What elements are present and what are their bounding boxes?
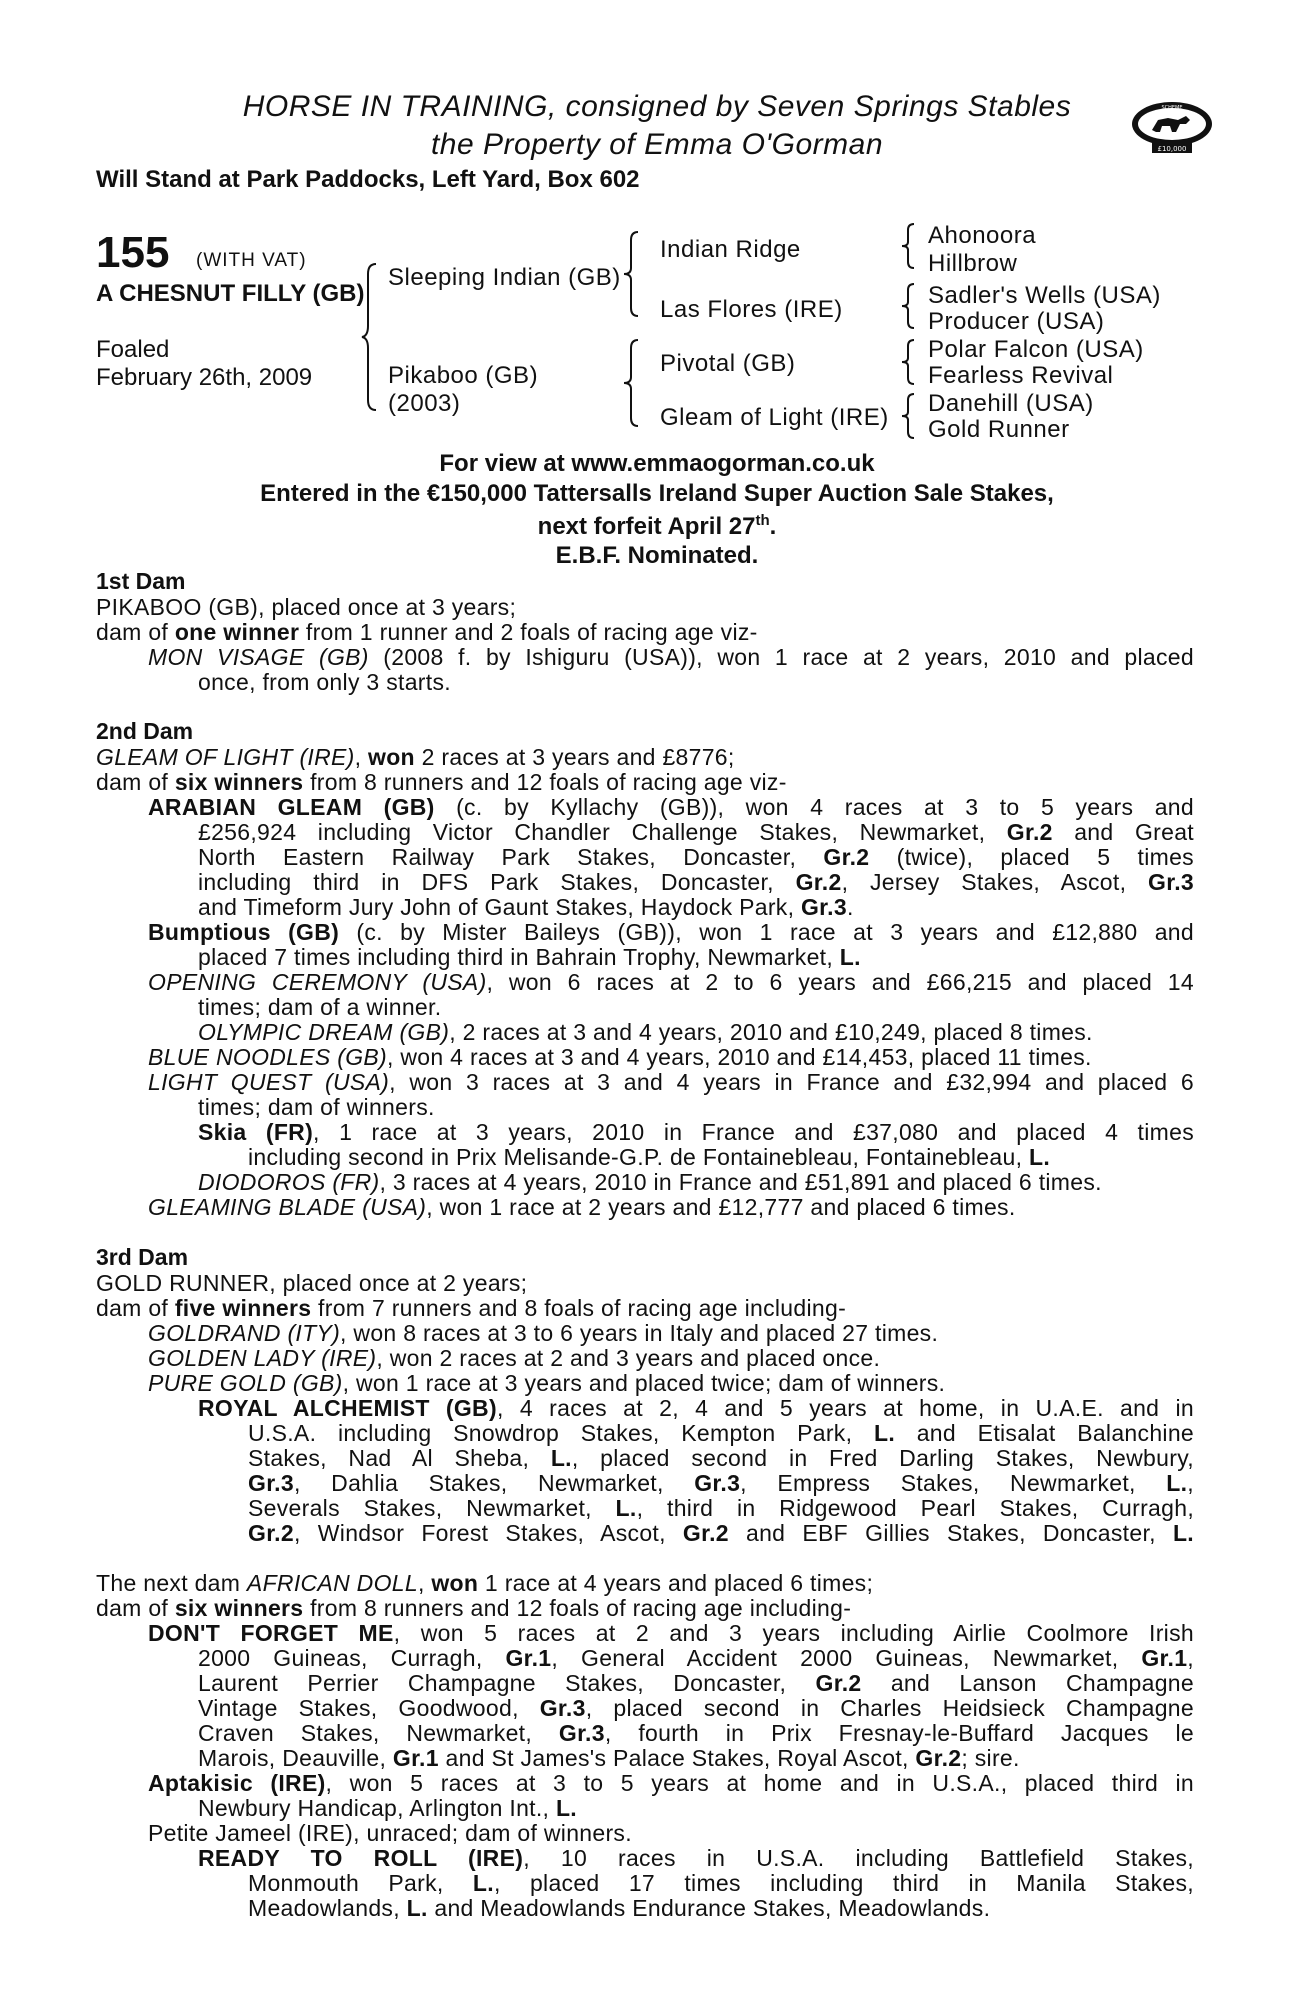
text: and Meadowlands Endurance Stakes, Meadowlands. bbox=[427, 1895, 991, 1921]
text: , won 5 races at 2 and 3 years including Airlie Coolmore Irish bbox=[393, 1620, 1194, 1646]
text: Marois, Deauville, bbox=[198, 1745, 393, 1771]
text: Gr.3 bbox=[558, 1720, 605, 1746]
text: , bbox=[417, 1570, 432, 1596]
body-line bbox=[198, 1645, 1194, 1672]
text: , placed second in Charles Heidsieck Champagne bbox=[585, 1695, 1194, 1721]
pedigree-g5: Polar Falcon (USA) bbox=[928, 336, 1144, 363]
text: £256,924 including Victor Chandler Challenge Stakes, Newmarket, bbox=[198, 819, 1007, 845]
text: Monmouth Park, bbox=[248, 1870, 473, 1896]
text: and EBF Gillies Stakes, Doncaster, bbox=[728, 1520, 1173, 1546]
text: Gr.3 bbox=[800, 894, 847, 920]
body-line bbox=[198, 1169, 1102, 1196]
text: ARABIAN GLEAM (GB) bbox=[148, 794, 435, 820]
text: placed 7 times including third in Bahrain Trophy, Newmarket, bbox=[198, 944, 840, 970]
pedigree-brace-g4 bbox=[900, 392, 916, 440]
text: Bumptious (GB) bbox=[148, 919, 340, 945]
text: times; dam of winners. bbox=[198, 1094, 435, 1120]
pedigree-brace-g2 bbox=[900, 282, 916, 330]
text: ; sire. bbox=[961, 1745, 1020, 1771]
text: 2000 Guineas, Curragh, bbox=[198, 1645, 506, 1671]
text: Gr.3 bbox=[539, 1695, 586, 1721]
text: Gr.3 bbox=[1148, 869, 1194, 895]
text: READY TO ROLL (IRE) bbox=[198, 1845, 524, 1871]
body-line bbox=[248, 1495, 1194, 1522]
body-line bbox=[96, 1295, 846, 1322]
text: dam of bbox=[96, 619, 175, 645]
text: , 10 races in U.S.A. including Battlefield Stakes, bbox=[523, 1845, 1194, 1871]
pedigree-g2: Hillbrow bbox=[928, 250, 1018, 277]
text: U.S.A. including Snowdrop Stakes, Kempton Park, bbox=[248, 1420, 874, 1446]
badge-amount: £10,000 bbox=[1157, 145, 1187, 153]
text: , won 1 race at 3 years and placed twice; dam of winners. bbox=[342, 1370, 946, 1396]
body-line bbox=[248, 1144, 1050, 1171]
text: , won 2 races at 2 and 3 years and placed once. bbox=[376, 1345, 881, 1371]
text: (c. by Mister Baileys (GB)), won 1 race at 3 years and £12,880 and bbox=[339, 919, 1194, 945]
body-line bbox=[148, 1620, 1194, 1647]
ebf-nominated: E.B.F. Nominated. bbox=[555, 542, 759, 569]
stand-location: Will Stand at Park Paddocks, Left Yard, Box 602 bbox=[96, 166, 640, 193]
pedigree-g1: Ahonoora bbox=[928, 222, 1037, 249]
text: Gr.1 bbox=[1141, 1645, 1188, 1671]
text: L. bbox=[615, 1495, 637, 1521]
text: (2008 f. by Ishiguru (USA)), won 1 race at 2 years, 2010 and placed bbox=[368, 644, 1194, 670]
text: Gr.1 bbox=[392, 1745, 439, 1771]
text: and Etisalat Balanchine bbox=[895, 1420, 1194, 1446]
text: North Eastern Railway Park Stakes, Doncaster, bbox=[198, 844, 824, 870]
text: , General Accident 2000 Guineas, Newmarket, bbox=[551, 1645, 1142, 1671]
text: OLYMPIC DREAM (GB) bbox=[198, 1019, 450, 1045]
pedigree-g6: Fearless Revival bbox=[928, 362, 1114, 389]
text: and Lanson Champagne bbox=[861, 1670, 1194, 1696]
text: , Empress Stakes, Newmarket, bbox=[740, 1470, 1167, 1496]
text: Gr.2 bbox=[915, 1745, 962, 1771]
text: OPENING CEREMONY (USA) bbox=[148, 969, 487, 995]
pedigree-dam-dam: Gleam of Light (IRE) bbox=[660, 404, 889, 431]
third-dam-heading: 3rd Dam bbox=[96, 1244, 189, 1270]
sale-stakes-entry: Entered in the €150,000 Tattersalls Ireland Super Auction Sale Stakes, bbox=[260, 480, 1054, 507]
body-line bbox=[198, 844, 1194, 871]
text: Gr.2 bbox=[815, 1670, 862, 1696]
yearling-bonus-badge-icon bbox=[1130, 98, 1214, 154]
text: LIGHT QUEST (USA) bbox=[148, 1069, 390, 1095]
text: and Great bbox=[1052, 819, 1194, 845]
body-line bbox=[96, 594, 516, 621]
pedigree-dam-year: (2003) bbox=[388, 390, 461, 417]
text: L. bbox=[406, 1895, 428, 1921]
body-line bbox=[248, 1470, 1194, 1497]
text: , bbox=[1187, 1645, 1194, 1671]
pedigree-brace-g1 bbox=[900, 222, 916, 270]
text: BLUE NOODLES (GB) bbox=[148, 1044, 387, 1070]
text: , won 1 race at 2 years and £12,777 and placed 6 times. bbox=[426, 1194, 1016, 1220]
pedigree-dam: Pikaboo (GB) bbox=[388, 362, 539, 389]
body-line bbox=[248, 1420, 1194, 1447]
text: GLEAMING BLADE (USA) bbox=[148, 1194, 427, 1220]
pedigree-brace-g3 bbox=[900, 338, 916, 386]
text: dam of bbox=[96, 1295, 175, 1321]
text: (twice), placed 5 times bbox=[869, 844, 1194, 870]
text: won bbox=[368, 744, 415, 770]
second-dam-heading: 2nd Dam bbox=[96, 718, 194, 744]
pedigree-g8: Gold Runner bbox=[928, 416, 1070, 443]
body-line bbox=[198, 1845, 1194, 1872]
text: , bbox=[354, 744, 368, 770]
text: Meadowlands, bbox=[248, 1895, 407, 1921]
pedigree-g4: Producer (USA) bbox=[928, 308, 1105, 335]
text: 2 races at 3 years and £8776; bbox=[414, 744, 735, 770]
body-line bbox=[96, 744, 735, 771]
text: , 1 race at 3 years, 2010 in France and £37,080 and placed 4 times bbox=[313, 1119, 1194, 1145]
text: Gr.2 bbox=[682, 1520, 729, 1546]
text: The next dam bbox=[96, 1570, 247, 1596]
text: Severals Stakes, Newmarket, bbox=[248, 1495, 616, 1521]
body-line bbox=[198, 894, 854, 921]
text: L. bbox=[873, 1420, 896, 1446]
text: once, from only 3 starts. bbox=[198, 669, 451, 695]
text: GOLD RUNNER, placed once at 2 years; bbox=[96, 1270, 528, 1296]
lot-description: A CHESNUT FILLY (GB) bbox=[96, 280, 365, 307]
body-line bbox=[148, 1069, 1194, 1096]
body-line bbox=[96, 1270, 527, 1297]
body-line bbox=[198, 1795, 577, 1822]
text: (c. by Kyllachy (GB)), won 4 races at 3 to 5 years and bbox=[434, 794, 1194, 820]
body-line bbox=[248, 1870, 1194, 1897]
body-line bbox=[198, 1720, 1194, 1747]
first-dam-heading: 1st Dam bbox=[96, 568, 186, 594]
lot-number: 155 bbox=[96, 228, 170, 277]
forfeit-end: . bbox=[769, 513, 777, 540]
pedigree-g7: Danehill (USA) bbox=[928, 390, 1094, 417]
text: L. bbox=[1166, 1470, 1188, 1496]
body-line bbox=[198, 819, 1194, 846]
pedigree-brace-main bbox=[360, 262, 378, 412]
text: PIKABOO (GB), placed once at 3 years; bbox=[96, 594, 517, 620]
text: DON'T FORGET ME bbox=[148, 1620, 394, 1646]
forfeit-note bbox=[0, 512, 1314, 541]
body-line bbox=[96, 1595, 851, 1622]
text: five winners bbox=[174, 1295, 312, 1321]
view-website: For view at www.emmaogorman.co.uk bbox=[439, 450, 875, 477]
text: , won 5 races at 3 to 5 years at home and in U.S.A., placed third in bbox=[325, 1770, 1194, 1796]
lot-vat: (WITH VAT) bbox=[196, 250, 307, 271]
text: L. bbox=[1172, 1520, 1194, 1546]
text: Gr.2 bbox=[795, 869, 842, 895]
body-line bbox=[198, 1745, 1020, 1772]
text: dam of bbox=[96, 1595, 175, 1621]
text: , won 6 races at 2 to 6 years and £66,215 and placed 14 bbox=[486, 969, 1194, 995]
body-line bbox=[148, 1044, 1092, 1071]
body-line bbox=[198, 1395, 1194, 1422]
text: , placed 17 times including third in Manila Stakes, bbox=[493, 1870, 1194, 1896]
body-line bbox=[148, 1320, 938, 1347]
text: Gr.2 bbox=[1006, 819, 1053, 845]
text: L. bbox=[472, 1870, 494, 1896]
body-line bbox=[198, 1670, 1194, 1697]
body-line bbox=[148, 644, 1194, 671]
forfeit-text: next forfeit April 27 bbox=[537, 513, 756, 540]
pedigree-sire-sire: Indian Ridge bbox=[660, 236, 801, 263]
body-line bbox=[248, 1520, 1194, 1547]
body-line bbox=[148, 919, 1194, 946]
text: from 7 runners and 8 foals of racing age including- bbox=[311, 1295, 847, 1321]
pedigree-sire-dam: Las Flores (IRE) bbox=[660, 296, 843, 323]
body-line bbox=[198, 1119, 1194, 1146]
text: DIODOROS (FR) bbox=[198, 1169, 380, 1195]
text: , won 3 races at 3 and 4 years in France and £32,994 and placed 6 bbox=[389, 1069, 1195, 1095]
text: Craven Stakes, Newmarket, bbox=[198, 1720, 559, 1746]
text: L. bbox=[1028, 1144, 1051, 1170]
consignment-title: HORSE IN TRAINING, consigned by Seven Springs Stables bbox=[242, 90, 1072, 123]
body-line bbox=[96, 1570, 873, 1597]
text: MON VISAGE (GB) bbox=[148, 644, 369, 670]
text: , third in Ridgewood Pearl Stakes, Curragh, bbox=[636, 1495, 1195, 1521]
text: Aptakisic (IRE) bbox=[148, 1770, 326, 1796]
text: L. bbox=[555, 1795, 577, 1821]
text: from 8 runners and 12 foals of racing age viz- bbox=[303, 769, 787, 795]
text: Petite Jameel (IRE), unraced; dam of winners. bbox=[148, 1820, 632, 1846]
text: L. bbox=[839, 944, 861, 970]
text: from 1 runner and 2 foals of racing age viz- bbox=[299, 619, 758, 645]
body-line bbox=[148, 794, 1194, 821]
body-line bbox=[198, 1094, 435, 1121]
body-line bbox=[148, 1820, 632, 1847]
body-line bbox=[148, 1370, 945, 1397]
text: six winners bbox=[174, 1595, 304, 1621]
text: Skia (FR) bbox=[198, 1119, 314, 1145]
text: and St James's Palace Stakes, Royal Ascot, bbox=[438, 1745, 916, 1771]
body-line bbox=[198, 994, 441, 1021]
text: Gr.2 bbox=[248, 1520, 294, 1546]
body-line bbox=[148, 1345, 880, 1372]
body-line bbox=[248, 1445, 1194, 1472]
text: PURE GOLD (GB) bbox=[148, 1370, 343, 1396]
text: six winners bbox=[174, 769, 304, 795]
pedigree-g3: Sadler's Wells (USA) bbox=[928, 282, 1161, 309]
text: GOLDEN LADY (IRE) bbox=[148, 1345, 377, 1371]
text: , Windsor Forest Stakes, Ascot, bbox=[293, 1520, 683, 1546]
text: , 3 races at 4 years, 2010 in France and £51,891 and placed 6 times. bbox=[379, 1169, 1102, 1195]
body-line bbox=[148, 969, 1194, 996]
text: and Timeform Jury John of Gaunt Stakes, Haydock Park, bbox=[198, 894, 801, 920]
text: including third in DFS Park Stakes, Doncaster, bbox=[198, 869, 796, 895]
pedigree-sire: Sleeping Indian (GB) bbox=[388, 264, 621, 291]
body-line bbox=[148, 1770, 1194, 1797]
text: , won 4 races at 3 and 4 years, 2010 and £14,453, placed 11 times. bbox=[387, 1044, 1092, 1070]
pedigree-brace-dam bbox=[622, 338, 640, 428]
text: , placed second in Fred Darling Stakes, Newbury, bbox=[571, 1445, 1194, 1471]
text: , bbox=[1187, 1470, 1194, 1496]
text: 1 race at 4 years and placed 6 times; bbox=[478, 1570, 874, 1596]
body-line bbox=[198, 1019, 1093, 1046]
text: Newbury Handicap, Arlington Int., bbox=[198, 1795, 556, 1821]
text: , fourth in Prix Fresnay-le-Buffard Jacques le bbox=[604, 1720, 1195, 1746]
body-line bbox=[198, 1695, 1194, 1722]
text: Gr.3 bbox=[248, 1470, 294, 1496]
text: Laurent Perrier Champagne Stakes, Doncaster, bbox=[198, 1670, 816, 1696]
text: GOLDRAND (ITY) bbox=[148, 1320, 341, 1346]
text: . bbox=[846, 894, 854, 920]
text: , Dahlia Stakes, Newmarket, bbox=[293, 1470, 695, 1496]
text: , 2 races at 3 and 4 years, 2010 and £10,249, placed 8 times. bbox=[449, 1019, 1093, 1045]
forfeit-sup: th bbox=[755, 512, 770, 529]
text: AFRICAN DOLL bbox=[246, 1570, 418, 1596]
text: Vintage Stakes, Goodwood, bbox=[198, 1695, 540, 1721]
text: L. bbox=[550, 1445, 572, 1471]
foaled-label: Foaled bbox=[96, 336, 170, 363]
text: , Jersey Stakes, Ascot, bbox=[841, 869, 1149, 895]
body-line bbox=[248, 1895, 990, 1922]
text: dam of bbox=[96, 769, 175, 795]
text: GLEAM OF LIGHT (IRE) bbox=[96, 744, 355, 770]
text: one winner bbox=[174, 619, 300, 645]
text: ROYAL ALCHEMIST (GB) bbox=[198, 1395, 497, 1421]
badge-top-text: SCHEME bbox=[1161, 105, 1183, 111]
body-line bbox=[148, 1194, 1016, 1221]
text: , 4 races at 2, 4 and 5 years at home, in U.A.E. and in bbox=[496, 1395, 1194, 1421]
text: Gr.2 bbox=[823, 844, 870, 870]
property-title: the Property of Emma O'Gorman bbox=[430, 128, 884, 161]
pedigree-brace-sire bbox=[622, 230, 640, 318]
text: times; dam of a winner. bbox=[198, 994, 442, 1020]
body-line bbox=[198, 869, 1194, 896]
text: Gr.3 bbox=[694, 1470, 741, 1496]
text: Gr.1 bbox=[505, 1645, 552, 1671]
body-line bbox=[198, 944, 861, 971]
body-line bbox=[198, 669, 451, 696]
text: Stakes, Nad Al Sheba, bbox=[248, 1445, 551, 1471]
body-line bbox=[96, 769, 787, 796]
foaled-date: February 26th, 2009 bbox=[96, 364, 313, 391]
body-line bbox=[96, 619, 758, 646]
text: , won 8 races at 3 to 6 years in Italy and placed 27 times. bbox=[340, 1320, 939, 1346]
text: including second in Prix Melisande-G.P. de Fontainebleau, Fontainebleau, bbox=[248, 1144, 1029, 1170]
pedigree-dam-sire: Pivotal (GB) bbox=[660, 350, 796, 377]
text: won bbox=[431, 1570, 479, 1596]
text: from 8 runners and 12 foals of racing age including- bbox=[303, 1595, 852, 1621]
